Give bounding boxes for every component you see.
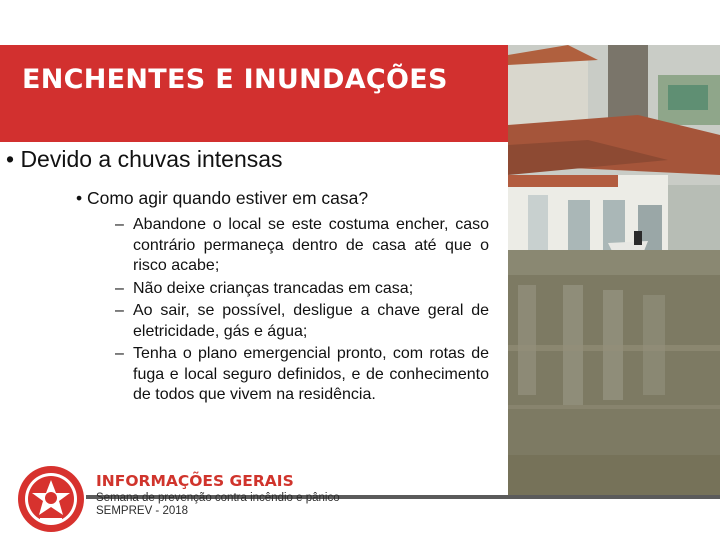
list-item	[115, 279, 489, 300]
list-item-text: Ao sair, se possível, desligue a chave geral de eletricidade, gás e água;	[133, 302, 489, 340]
list-item-text: Tenha o plano emergencial pronto, com rotas de fuga e local seguro definidos, e de conhecimento de todos que vivem na residência.	[133, 345, 489, 403]
list-item	[115, 344, 489, 406]
flood-photo	[508, 45, 720, 495]
list-item	[115, 215, 489, 277]
page-title: ENCHENTES E INUNDAÇÕES	[22, 64, 448, 95]
bullet-level1: • Devido a chuvas intensas	[6, 146, 283, 172]
dash-marker: –	[115, 302, 124, 319]
bullet-level2: • Como agir quando estiver em casa?	[76, 188, 369, 208]
footer-event: SEMPREV - 2018	[96, 505, 189, 517]
footer-subtitle: Semana de prevenção contra incêndio e pânico	[96, 492, 340, 504]
fire-department-emblem	[16, 464, 86, 534]
list-item-text: Abandone o local se este costuma encher, caso contrário permaneça dentro de casa até que o risco acabe;	[133, 216, 489, 274]
dash-marker: –	[115, 345, 124, 362]
sub-bullet-list	[115, 215, 489, 408]
footer-title: INFORMAÇÕES GERAIS	[96, 472, 294, 490]
list-item	[115, 301, 489, 342]
list-item-text: Não deixe crianças trancadas em casa;	[133, 279, 414, 297]
dash-marker: –	[115, 279, 124, 297]
dash-marker: –	[115, 216, 124, 233]
